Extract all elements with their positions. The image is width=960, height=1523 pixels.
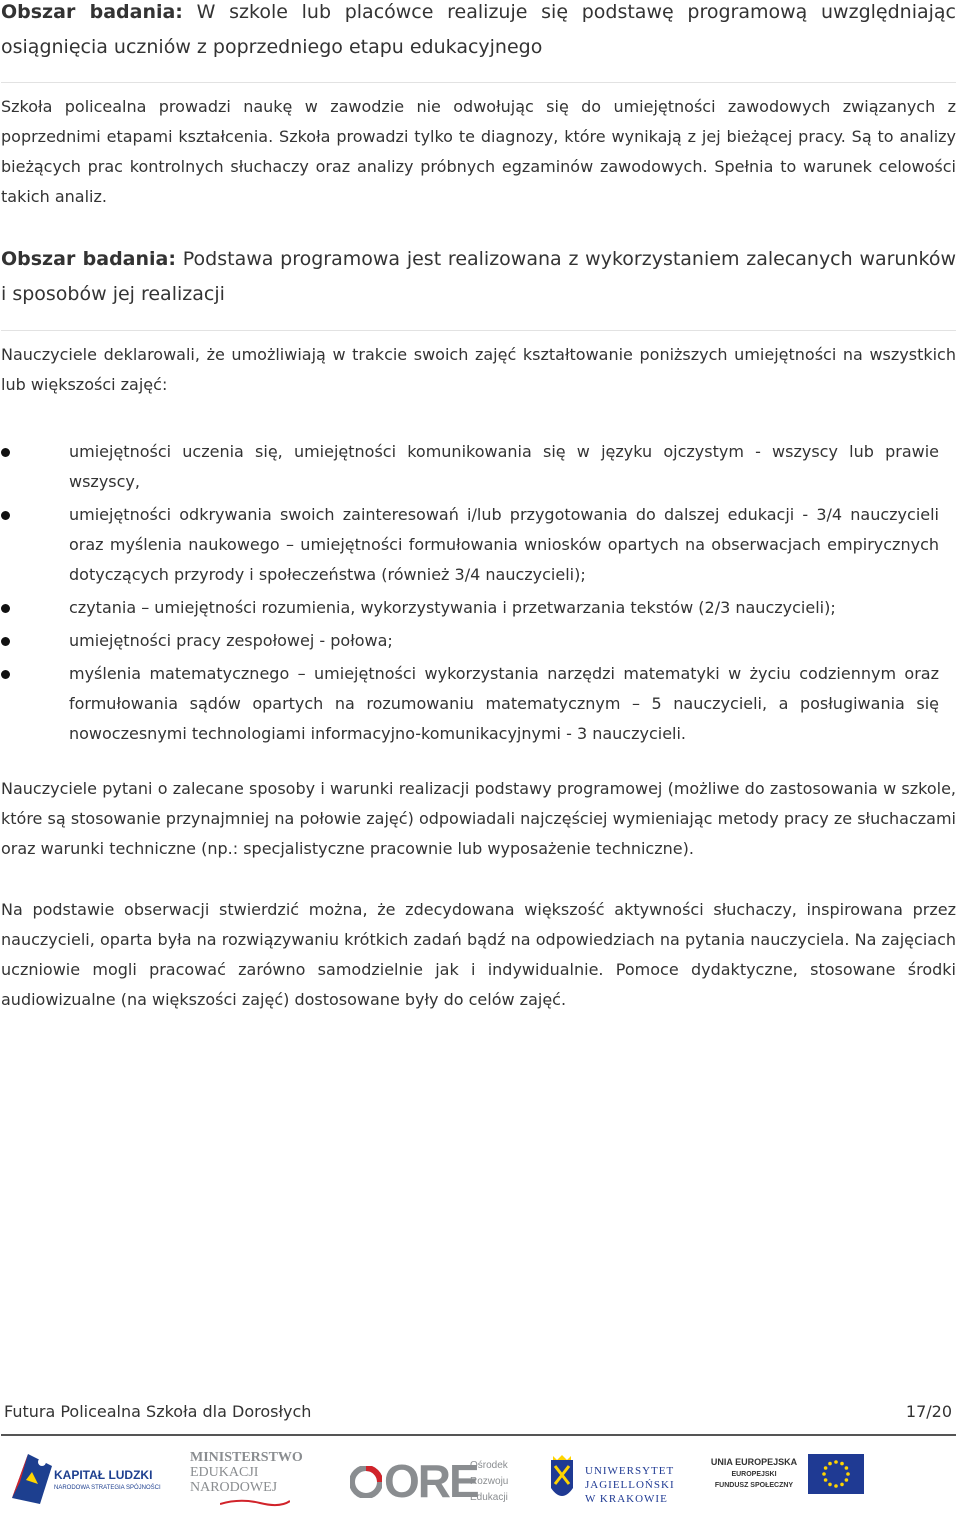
section-1-title: W szkole lub placówce realizuje się podstawę programową uwzględniając osiągnięcia uczniów z poprzedniego etapu edukacyjnego — [1, 1, 956, 58]
list-item: czytania – umiejętności rozumienia, wykorzystywania i przetwarzania tekstów (2/3 nauczycieli); — [1, 593, 956, 623]
uj-crest-icon — [545, 1454, 579, 1508]
kapital-ludzki-emblem-icon — [8, 1452, 54, 1506]
kapital-ludzki-subtitle: NARODOWA STRATEGIA SPÓJNOŚCI — [54, 1485, 161, 1491]
uj-logo — [545, 1452, 685, 1516]
eu-flag-icon — [808, 1454, 864, 1494]
footer-divider — [1, 1434, 956, 1436]
section-1-label: Obszar badania: — [1, 1, 183, 23]
ore-mark: ORE — [384, 1455, 478, 1507]
men-line-1: MINISTERSTWO — [190, 1450, 303, 1465]
section-1-paragraph: Szkoła policealna prowadzi naukę w zawodzie nie odwołując się do umiejętności zawodowych związanych z poprzednimi etapami kształcenia. Szkoła prowadzi tylko te diagnozy, które wynikają z jej bieżącej pracy. Są to analizy bieżących prac kontrolnych słuchaczy oraz analizy próbnych egzaminów zawodowych. Spełnia to warunek celowości takich analiz. — [1, 97, 956, 206]
men-line-3: NARODOWEJ — [190, 1480, 278, 1495]
section-2-divider — [1, 330, 956, 331]
document-page — [1, 0, 956, 1015]
kapital-ludzki-logo — [8, 1448, 168, 1512]
section-2-label: Obszar badania: — [1, 248, 176, 270]
section-2-paragraph-methods: Nauczyciele pytani o zalecane sposoby i warunki realizacji podstawy programowej (możliwe do zastosowania w szkole, które są stosowanie przynajmniej na połowie zajęć) odpowiadali najczęściej wymieniając metody pracy ze słuchaczami oraz warunki techniczne (np.: specjalistyczne pracownie lub wyposażenie techniczne). — [1, 779, 956, 858]
bullet-icon — [1, 448, 10, 457]
eu-line-2: EUROPEJSKI — [731, 1471, 777, 1478]
uj-line-1: UNIWERSYTET — [585, 1465, 675, 1477]
men-line-2: EDUKACJI — [190, 1465, 259, 1480]
list-item: umiejętności odkrywania swoich zainteresowań i/lub przygotowania do dalszej edukacji - 3/4 nauczycieli oraz myślenia naukowego – umiejętności formułowania wniosków opartych na obserwacjach empirycznych dotyczących przyrody i społeczeństwa (również 3/4 nauczycieli); — [1, 500, 956, 590]
bullet-icon — [1, 637, 10, 646]
men-logo — [190, 1450, 310, 1512]
section-2-paragraph-observation: Na podstawie obserwacji stwierdzić można, że zdecydowana większość aktywności słuchaczy, inspirowana przez nauczycieli, oparta była na rozwiązywaniu krótkich zadań bądź na odpowiedziach na pytania nauczyciela. Na zajęciach uczniowie mogli pracować zarówno samodzielnie jak i indywidualnie. Pomoce dydaktyczne, stosowane środki audiowizualne (na większości zajęć) dostosowane były do celów zajęć. — [1, 900, 956, 1009]
list-item: umiejętności uczenia się, umiejętności komunikowania się w języku ojczystym - wszyscy lub prawie wszyscy, — [1, 437, 956, 497]
section-1-divider — [1, 82, 956, 83]
ore-logo — [350, 1452, 520, 1512]
section-1-heading — [1, 0, 956, 65]
section-2-heading — [1, 242, 956, 312]
list-item: myślenia matematycznego – umiejętności wykorzystania narzędzi matematyki w życiu codziennym oraz formułowania sądów opartych na rozumowaniu matematycznym – 5 nauczycieli, a posługiwania się nowoczesnymi technologiami informacyjno-komunikacyjnymi - 3 nauczycieli. — [1, 659, 956, 749]
bullet-icon — [1, 511, 10, 520]
kapital-ludzki-title: KAPITAŁ LUDZKI — [54, 1468, 153, 1482]
page-footer — [4, 1398, 954, 1426]
bullet-icon — [1, 670, 10, 679]
section-2-intro: Nauczyciele deklarowali, że umożliwiają w trakcie swoich zajęć kształtowanie poniższych umiejętności na wszystkich lub większości zajęć: — [1, 345, 956, 394]
page-number: 17/20 — [905, 1402, 952, 1421]
eu-line-1: UNIA EUROPEJSKA — [710, 1457, 798, 1467]
uj-line-2: JAGIELLOŃSKI — [585, 1479, 675, 1491]
section-2-title: Podstawa programowa jest realizowana z wykorzystaniem zalecanych warunków i sposobów jej realizacji — [1, 248, 957, 305]
bullet-icon — [1, 604, 10, 613]
sponsor-logos — [0, 1440, 960, 1523]
list-item: umiejętności pracy zespołowej - połowa; — [1, 626, 956, 656]
ore-line-1: Ośrodek — [470, 1460, 508, 1471]
eu-logo — [704, 1454, 864, 1508]
ore-circle-icon — [350, 1466, 382, 1498]
skills-list — [1, 437, 956, 749]
ore-line-3: Edukacji — [470, 1492, 508, 1503]
footer-school-name: Futura Policealna Szkoła dla Dorosłych — [4, 1402, 312, 1421]
ore-line-2: Rozwoju — [470, 1476, 509, 1487]
men-underline-icon — [220, 1498, 290, 1508]
eu-line-3: FUNDUSZ SPOŁECZNY — [714, 1482, 794, 1489]
uj-line-3: W KRAKOWIE — [585, 1493, 668, 1505]
